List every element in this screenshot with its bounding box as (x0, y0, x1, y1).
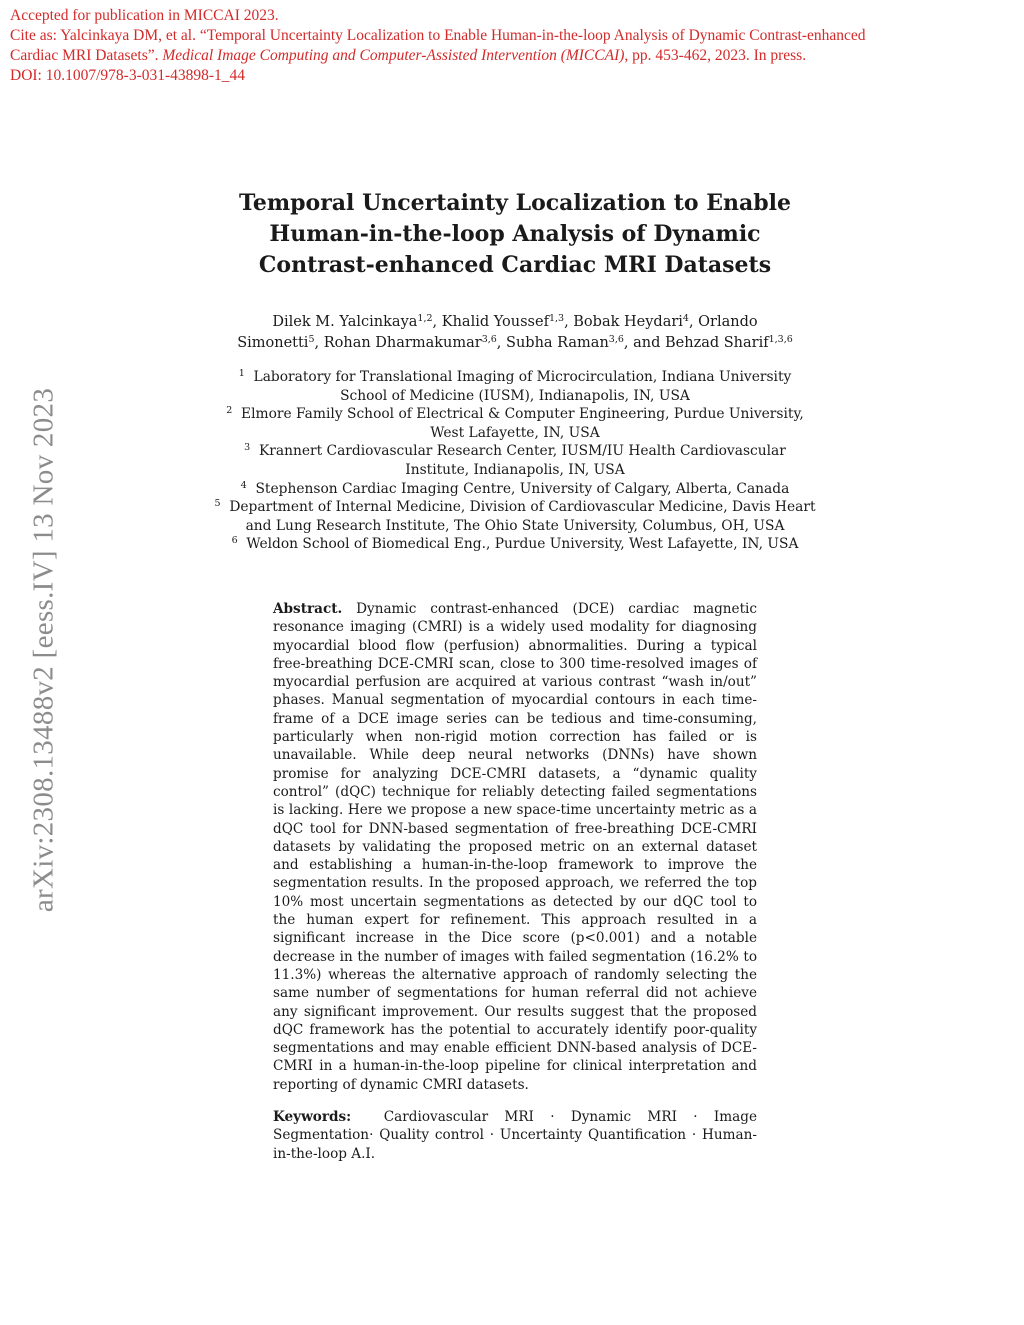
author-list (200, 312, 830, 354)
affiliation-3: $^3$ Krannert Cardiovascular Research Center, IUSM/IU Health Cardiovascular Institute, Indianapolis, IN, USA (244, 442, 786, 478)
accepted-line: Accepted for publication in MICCAI 2023. (10, 7, 279, 24)
affiliation-6: $^6$ Weldon School of Biomedical Eng., Purdue University, West Lafayette, IN, USA (231, 535, 799, 553)
abstract-text: Dynamic contrast-enhanced (DCE) cardiac magnetic resonance imaging (CMRI) is a widely used modality for diagnosing myocardial blood flow (perfusion) abnormalities. During a typical free-breathing DCE-CMRI scan, close to 300 time-resolved images of myocardial perfusion are acquired at various contrast “wash in/out” phases. Manual segmentation of myocardial contours in each time-frame of a DCE image series can be tedious and time-consuming, particularly when non-rigid motion correction has failed or is unavailable. While deep neural networks (DNNs) have shown promise for analyzing DCE-CMRI datasets, a “dynamic quality control” (dQC) technique for reliably detecting failed segmentations is lacking. Here we propose a new space-time uncertainty metric as a dQC tool for DNN-based segmentation of free-breathing DCE-CMRI datasets by validating the proposed metric on an external dataset and establishing a human-in-the-loop framework to improve the segmentation results. In the proposed approach, we referred the top 10% most uncertain segmentations as detected by our dQC tool to the human expert for refinement. This approach resulted in a significant increase in the Dice score (p<0.001) and a notable decrease in the number of images with failed segmentation (16.2% to 11.3%) whereas the alternative approach of randomly selecting the same number of segmentations for human referral did not achieve any significant improvement. Our results suggest that the proposed dQC framework has the potential to accurately identify poor-quality segmentations and may enable efficient DNN-based analysis of DCE-CMRI in a human-in-the-loop pipeline for clinical interpretation and reporting of dynamic CMRI datasets. (273, 601, 757, 1093)
arxiv-sidebar (24, 345, 64, 955)
affiliation-5: $^5$ Department of Internal Medicine, Division of Cardiovascular Medicine, Davis Heart and Lung Research Institute, The Ohio State University, Columbus, OH, USA (214, 498, 816, 534)
venue-name: Medical Image Computing and Computer-Assisted Intervention (MICCAI) (162, 47, 625, 64)
abstract-section (273, 600, 757, 1163)
arxiv-identifier: arXiv:2308.13488v2 [eess.IV] 13 Nov 2023 (27, 387, 60, 913)
citation-header (10, 6, 1020, 86)
affiliation-1: $^1$ Laboratory for Translational Imaging of Microcirculation, Indiana University School of Medicine (IUSM), Indianapolis, IN, USA (238, 368, 792, 404)
keywords-text: Cardiovascular MRI · Dynamic MRI · Image Segmentation· Quality control · Uncertainty Quantification · Human-in-the-loop A.I. (273, 1109, 757, 1162)
abstract-paragraph (273, 600, 757, 1094)
author-line-1: Dilek M. Yalcinkaya$^{1,2}$, Khalid Youssef$^{1,3}$, Bobak Heydari$^4$, Orlando (272, 313, 758, 330)
keywords-label: Keywords: (273, 1109, 352, 1126)
doi-line: DOI: 10.1007/978-3-031-43898-1_44 (10, 67, 246, 84)
affiliation-list (200, 368, 830, 554)
cite-line: Cite as: Yalcinkaya DM, et al. “Temporal Uncertainty Localization to Enable Human-in-the-loop Analysis of Dynamic Contrast-enhanced (10, 27, 866, 44)
cite-line-2: Cardiac MRI Datasets”. Medical Image Computing and Computer-Assisted Intervention (MICCAI), pp. 453-462, 2023. In press. (10, 47, 807, 64)
author-line-2: Simonetti$^5$, Rohan Dharmakumar$^{3,6}$, Subha Raman$^{3,6}$, and Behzad Sharif$^{1,3,6}$ (237, 334, 793, 351)
affiliation-4: $^4$ Stephenson Cardiac Imaging Centre, University of Calgary, Alberta, Canada (240, 479, 790, 497)
keywords-paragraph (273, 1108, 757, 1163)
paper-title: Temporal Uncertainty Localization to Enable Human-in-the-loop Analysis of Dynamic Contrast-enhanced Cardiac MRI Datasets (239, 190, 791, 278)
abstract-label: Abstract. (273, 601, 343, 617)
affiliation-2: $^2$ Elmore Family School of Electrical & Computer Engineering, Purdue University, West Lafayette, IN, USA (226, 405, 804, 441)
